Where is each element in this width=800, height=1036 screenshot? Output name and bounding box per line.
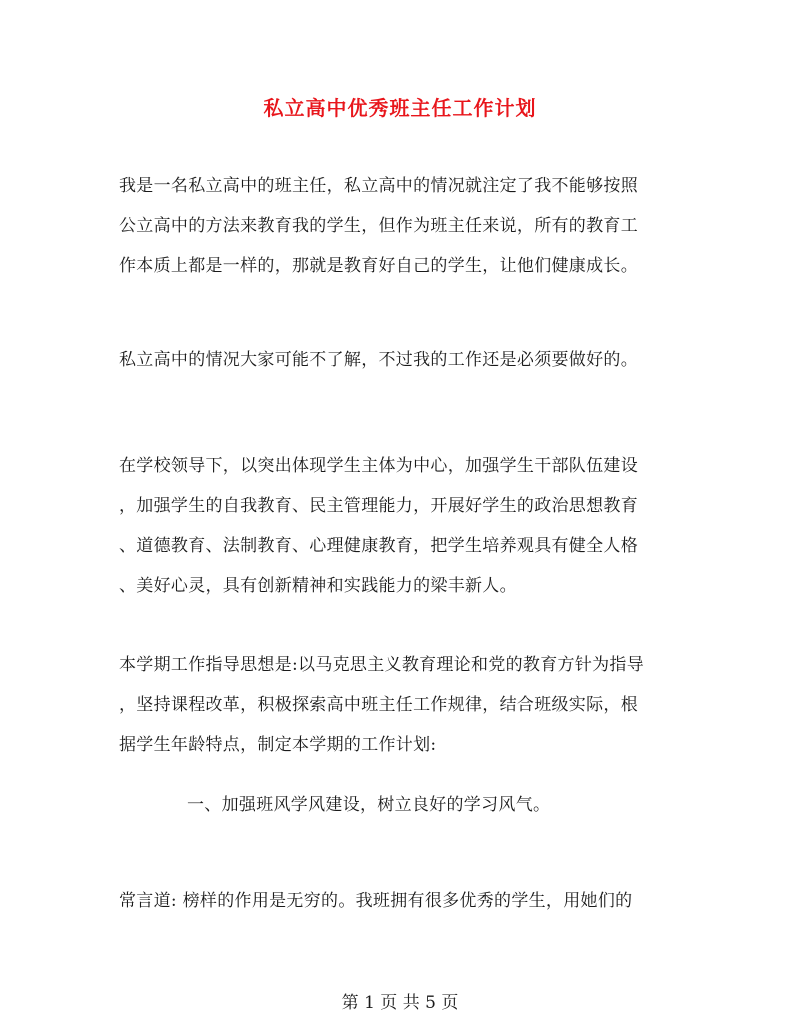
paragraph-1-line-2: 公立高中的方法来教育我的学生，但作为班主任来说，所有的教育工 — [119, 216, 638, 236]
paragraph-4-line-3: 据学生年龄特点，制定本学期的工作计划: — [119, 735, 437, 755]
page-title: 私立高中优秀班主任工作计划 — [263, 96, 537, 120]
paragraph-6-line-1: 常言道: 榜样的作用是无穷的。我班拥有很多优秀的学生，用她们的 — [119, 891, 633, 911]
paragraph-3-line-2: ，加强学生的自我教育、民主管理能力，开展好学生的政治思想教育 — [119, 496, 638, 516]
paragraph-4-line-2: ，坚持课程改革，积极探索高中班主任工作规律，结合班级实际，根 — [119, 695, 638, 715]
paragraph-1-line-1: 我是一名私立高中的班主任，私立高中的情况就注定了我不能够按照 — [119, 176, 638, 196]
paragraph-2-line-1: 私立高中的情况大家可能不了解，不过我的工作还是必须要做好的。 — [119, 350, 638, 370]
paragraph-3-line-1: 在学校领导下，以突出体现学生主体为中心，加强学生干部队伍建设 — [119, 456, 638, 476]
section-heading-1: 一、加强班风学风建设，树立良好的学习风气。 — [187, 795, 551, 815]
page-footer: 第 1 页 共 5 页 — [341, 993, 459, 1013]
paragraph-3-line-3: 、道德教育、法制教育、心理健康教育，把学生培养观具有健全人格 — [119, 536, 638, 556]
paragraph-3-line-4: 、美好心灵，具有创新精神和实践能力的梁丰新人。 — [119, 576, 517, 596]
paragraph-4-line-1: 本学期工作指导思想是:以马克思主义教育理论和党的教育方针为指导 — [119, 655, 645, 675]
paragraph-1-line-3: 作本质上都是一样的，那就是教育好自己的学生，让他们健康成长。 — [119, 256, 638, 276]
